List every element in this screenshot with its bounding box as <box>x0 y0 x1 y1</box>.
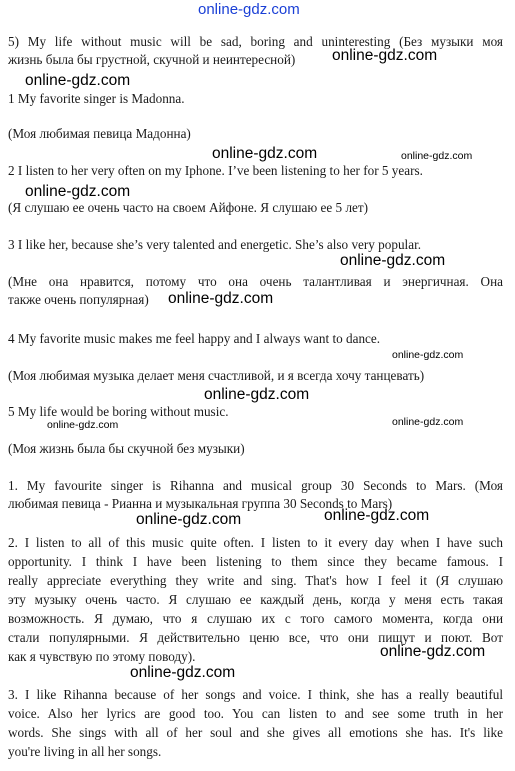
section-2-para-2-line-4: эту музыку очень часто. Я слушаю ее каждый день, когда у меня есть такая <box>8 592 503 607</box>
watermark: online-gdz.com <box>332 47 438 64</box>
paragraph-1-ru: (Моя любимая певица Мадонна) <box>8 126 191 141</box>
watermark: online-gdz.com <box>212 145 318 162</box>
intro-line-2: жизнь была бы грустной, скучной и неинтересной) <box>8 52 296 67</box>
watermark-small: online-gdz.com <box>401 150 473 162</box>
paragraph-1-en: 1 My favorite singer is Madonna. <box>8 91 185 106</box>
watermark: online-gdz.com <box>130 664 236 681</box>
section-2-para-3-line-4: you're living in all her songs. <box>8 744 162 759</box>
section-2-para-2-line-1: 2. I listen to all of this music quite often. I listen to it every day when I have such <box>8 535 503 550</box>
section-2-para-2-line-6: стали популярными. Я действительно ценю все, что они пищут и поют. Вот <box>8 630 503 645</box>
paragraph-5-en: 5 My life would be boring without music. <box>8 404 229 419</box>
watermark: online-gdz.com <box>25 183 131 200</box>
paragraph-3-en: 3 I like her, because she’s very talented and energetic. She’s also very popular. <box>8 237 422 252</box>
watermark: online-gdz.com <box>136 511 242 528</box>
watermark: online-gdz.com <box>340 252 446 269</box>
section-2-para-3-line-1: 3. I like Rihanna because of her songs and voice. I think, she has a really beautiful <box>8 687 503 702</box>
watermark-top: online-gdz.com <box>198 1 300 18</box>
watermark: online-gdz.com <box>168 290 274 307</box>
section-2-para-3-line-2: voice. Also her lyrics are good too. You can listen to and see some truth in her <box>8 706 503 721</box>
intro-line-1: 5) My life without music will be sad, boring and uninteresting (Без музыки моя <box>8 34 503 49</box>
paragraph-4-en: 4 My favorite music makes me feel happy and I always want to dance. <box>8 331 381 346</box>
paragraph-3-ru-line-1: (Мне она нравится, потому что она очень талантливая и энергичная. Она <box>8 274 503 289</box>
section-2-para-2-line-7: как я чувствую по этому поводу). <box>8 649 196 664</box>
section-2-para-2-line-5: возможность. Я думаю, что я слушаю их с того самого момента, когда они <box>8 611 503 626</box>
section-2-para-1-line-2: любимая певица - Рианна и музыкальная группа 30 Seconds to Mars) <box>8 496 393 511</box>
section-2-para-1-line-1: 1. My favourite singer is Rihanna and musical group 30 Seconds to Mars. (Моя <box>8 478 503 493</box>
watermark: online-gdz.com <box>380 643 486 660</box>
paragraph-4-ru: (Моя любимая музыка делает меня счастливой, и я всегда хочу танцевать) <box>8 368 425 383</box>
section-2-para-3-line-3: words. She sings with all of her soul and she gives all emotions she has. It's like <box>8 725 503 740</box>
watermark: online-gdz.com <box>25 72 131 89</box>
paragraph-2-ru: (Я слушаю ее очень часто на своем Айфоне. Я слушаю ее 5 лет) <box>8 200 369 215</box>
watermark-small: online-gdz.com <box>392 349 464 361</box>
paragraph-5-ru: (Моя жизнь была бы скучной без музыки) <box>8 441 245 456</box>
paragraph-2-en: 2 I listen to her very often on my Iphone. I’ve been listening to her for 5 years. <box>8 163 423 178</box>
section-2-para-2-line-2: opportunity. I think I have been listening to them since they became famous. I <box>8 554 503 569</box>
section-2-para-2-line-3: really appreciate everything they write and sing. That's how I feel it (Я слушаю <box>8 573 503 588</box>
watermark: online-gdz.com <box>324 507 430 524</box>
watermark-small: online-gdz.com <box>392 416 464 428</box>
watermark: online-gdz.com <box>204 386 310 403</box>
watermark-small: online-gdz.com <box>47 419 119 431</box>
paragraph-3-ru-line-2: также очень популярная) <box>8 292 149 307</box>
